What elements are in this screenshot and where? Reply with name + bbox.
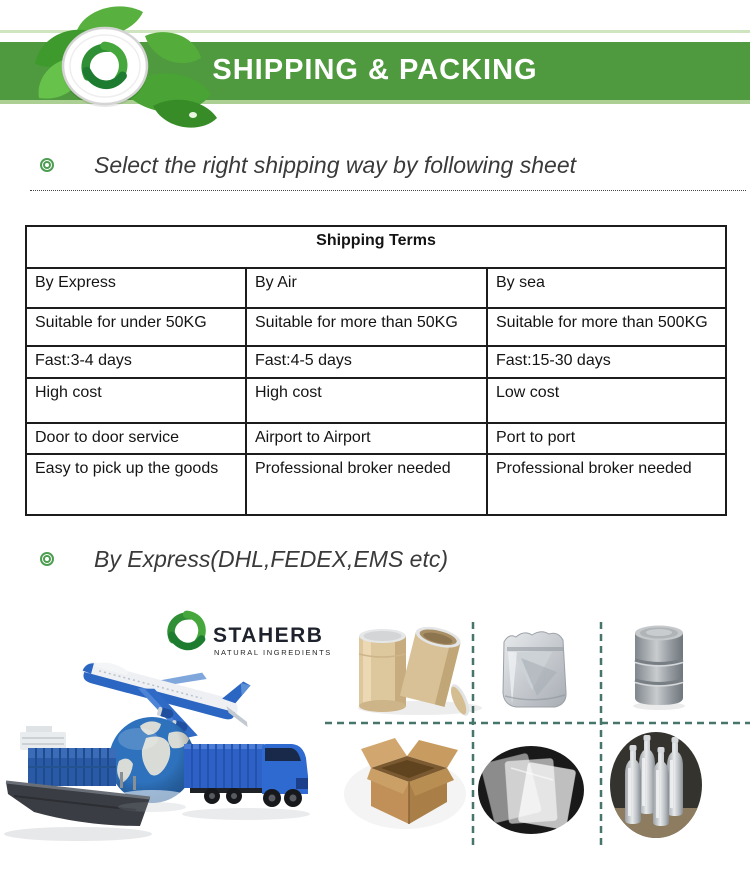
- table-col-express: By Express: [26, 268, 246, 308]
- page-title: SHIPPING & PACKING: [212, 54, 538, 86]
- table-cell: High cost: [26, 378, 246, 423]
- container-truck: [184, 744, 308, 807]
- double-circle-bullet-icon: [40, 552, 54, 566]
- table-cell: Airport to Airport: [246, 423, 487, 454]
- table-cell: High cost: [246, 378, 487, 423]
- table-cell: Suitable for more than 50KG: [246, 308, 487, 346]
- table-cell: Professional broker needed: [487, 454, 726, 515]
- table-cell: Professional broker needed: [246, 454, 487, 515]
- table-col-air: By Air: [246, 268, 487, 308]
- carton-box: [344, 738, 466, 829]
- table-cell: Port to port: [487, 423, 726, 454]
- table-cell: Suitable for more than 500KG: [487, 308, 726, 346]
- bullet-by-express-label: By Express(DHL,FEDEX,EMS etc): [94, 545, 449, 572]
- packaging-grid-image: [325, 600, 750, 855]
- fiber-drums: [358, 623, 482, 718]
- table-col-sea: By sea: [487, 268, 726, 308]
- shipping-terms-table: [25, 225, 727, 516]
- bullet-select-way-label: Select the right shipping way by following sheet: [94, 151, 577, 178]
- table-cell: Fast:15-30 days: [487, 346, 726, 378]
- logistics-collage-image: [0, 598, 335, 870]
- brand-name: STAHERB: [213, 624, 324, 647]
- table-cell: Easy to pick up the goods: [26, 454, 246, 515]
- recycle-mark-icon: [171, 613, 208, 652]
- plastic-bags: [478, 746, 584, 834]
- table-title: Shipping Terms: [26, 226, 726, 268]
- stainless-steel-drum: [633, 626, 685, 711]
- bullet-select-way: [40, 151, 576, 179]
- staherb-leaf-logo: [25, 2, 240, 137]
- table-cell: Suitable for under 50KG: [26, 308, 246, 346]
- table-cell: Low cost: [487, 378, 726, 423]
- table-cell: Door to door service: [26, 423, 246, 454]
- foil-stand-up-pouch: [503, 632, 566, 707]
- brand-tagline: NATURAL INGREDIENTS: [214, 648, 332, 657]
- staherb-brand: [171, 613, 332, 657]
- table-cell: Fast:3-4 days: [26, 346, 246, 378]
- table-cell: Fast:4-5 days: [246, 346, 487, 378]
- dotted-divider: [30, 190, 746, 191]
- double-circle-bullet-icon: [40, 158, 54, 172]
- bullet-by-express: [40, 545, 448, 573]
- aluminum-bottles: [608, 732, 704, 840]
